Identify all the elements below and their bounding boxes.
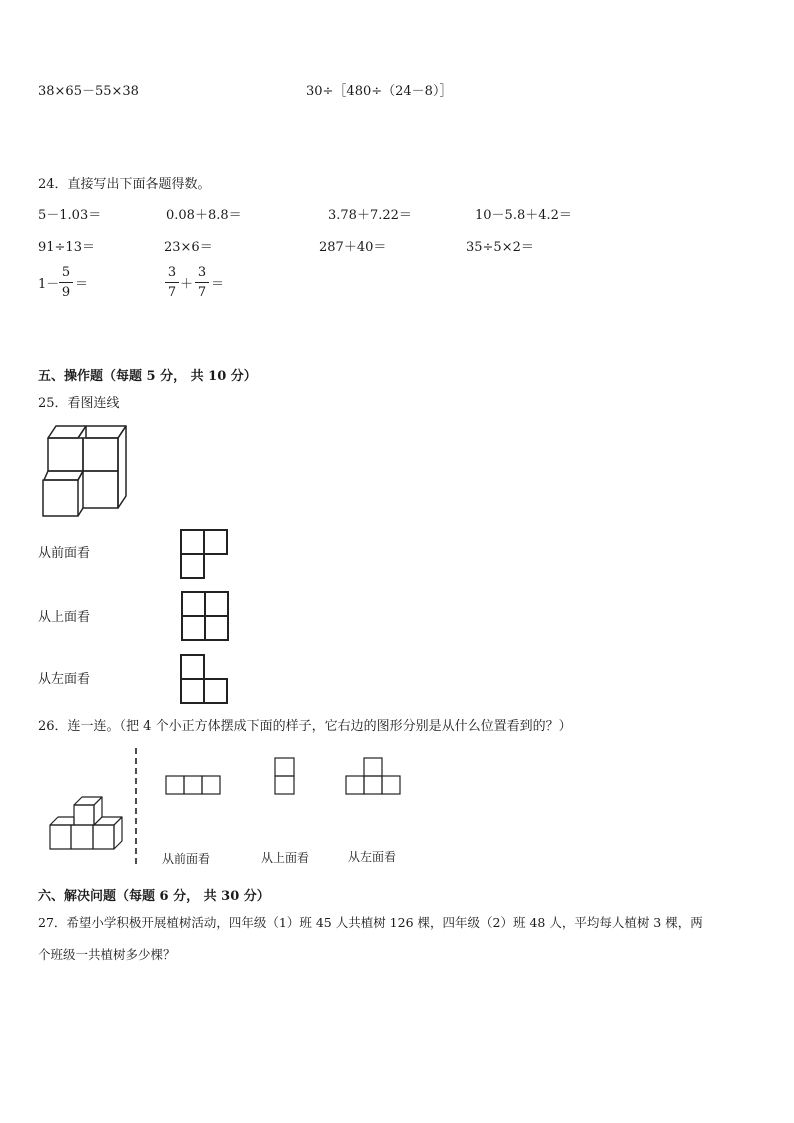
q24-item: 287＋40＝	[319, 240, 387, 255]
fraction-bar	[195, 282, 209, 283]
view-shape-2	[180, 590, 230, 642]
fraction-numerator: 3	[197, 265, 207, 280]
q26-view-t-shape	[345, 757, 403, 796]
q26-caption-top: 从上面看	[261, 851, 310, 865]
frac-item-tail: ＝	[211, 277, 225, 292]
q26-caption-left: 从左面看	[348, 850, 397, 864]
q24-item: 5－1.03＝	[38, 208, 102, 223]
q26-cube-figure	[44, 793, 126, 855]
q24-item: 10－5.8＋4.2＝	[475, 208, 572, 223]
q25-cube-figure	[38, 420, 133, 522]
fraction-numerator: 3	[167, 265, 177, 280]
view-label-left: 从左面看	[38, 672, 91, 687]
view-label-top: 从上面看	[38, 610, 91, 625]
q27-line-1: 27．希望小学积极开展植树活动，四年级（1）班 45 人共植树 126 棵，四年级（2）班 48 人，平均每人植树 3 棵，两	[38, 915, 703, 930]
q26-view-column-of-two	[274, 757, 296, 796]
fraction-bar	[59, 282, 73, 283]
fraction-denominator: 9	[61, 285, 71, 300]
frac-item-tail: ＝	[75, 277, 89, 292]
fraction-bar	[165, 282, 179, 283]
view-shape-3	[179, 653, 229, 706]
q25-title: 25．看图连线	[38, 396, 120, 411]
expression-2: 30÷［480÷（24－8）］	[306, 84, 453, 99]
fraction-denominator: 7	[167, 285, 177, 300]
frac-item-lead: 1－	[38, 277, 60, 292]
q27-line-2: 个班级一共植树多少棵？	[38, 947, 176, 962]
fraction-denominator: 7	[197, 285, 207, 300]
fraction-3-7-a	[165, 266, 179, 299]
q24-item: 23×6＝	[164, 240, 213, 255]
view-label-front: 从前面看	[38, 546, 91, 561]
plus-sign: ＋	[180, 277, 194, 292]
expression-1: 38×65－55×38	[38, 84, 139, 99]
divider-dashed-line	[134, 748, 138, 868]
q24-item: 0.08＋8.8＝	[166, 208, 242, 223]
fraction-3-7-b	[195, 266, 209, 299]
view-shape-1	[179, 528, 229, 580]
section-5-heading: 五、操作题（每题 5 分， 共 10 分）	[38, 369, 257, 384]
q26-caption-front: 从前面看	[162, 852, 211, 866]
q24-item: 91÷13＝	[38, 240, 95, 255]
q24-item: 3.78＋7.22＝	[328, 208, 412, 223]
q24-item: 35÷5×2＝	[466, 240, 534, 255]
q26-title: 26．连一连。（把 4 个小正方体摆成下面的样子，它右边的图形分别是从什么位置看到的？）	[38, 719, 572, 734]
q24-title: 24．直接写出下面各题得数。	[38, 177, 211, 192]
q26-view-row-of-three	[165, 775, 222, 795]
fraction-5-9	[59, 266, 73, 299]
fraction-numerator: 5	[61, 265, 71, 280]
section-6-heading: 六、解决问题（每题 6 分， 共 30 分）	[38, 889, 270, 904]
